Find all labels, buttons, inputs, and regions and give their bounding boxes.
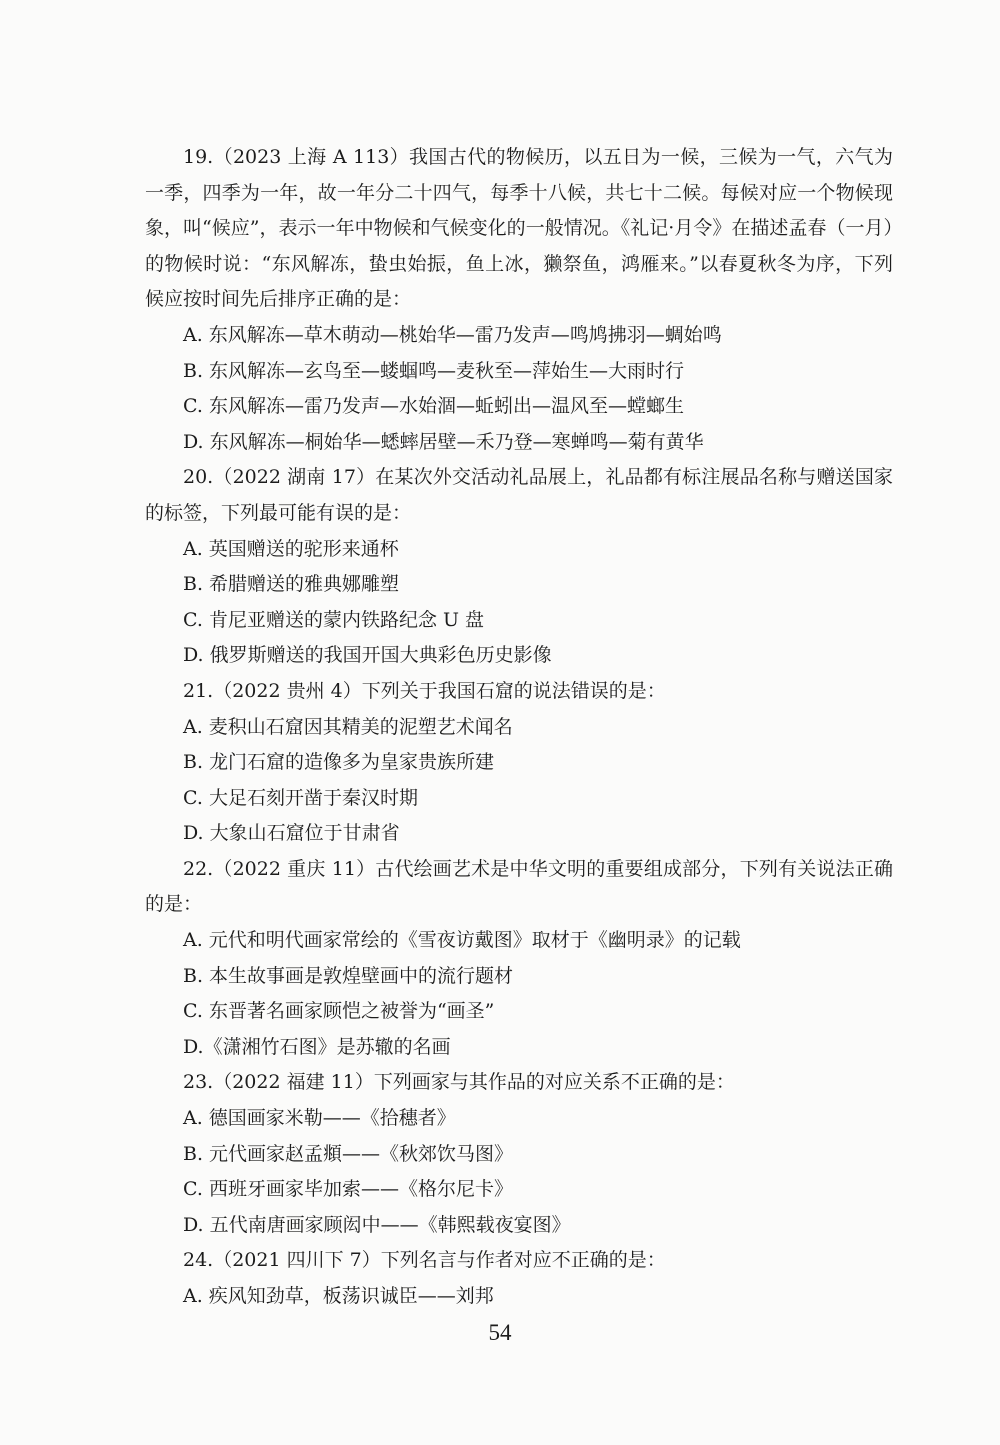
page-number: 54 [488, 1320, 512, 1345]
question-20-option-d: D. 俄罗斯赠送的我国开国大典彩色历史影像 [183, 644, 552, 667]
question-20-option-a: A. 英国赠送的驼形来通杯 [183, 537, 399, 560]
question-19-option-a: A. 东风解冻—草木萌动—桃始华—雷乃发声—鸣鸠拂羽—蜩始鸣 [183, 323, 722, 346]
question-19-option-c: C. 东风解冻—雷乃发声—水始涸—蚯蚓出—温风至—螳螂生 [183, 395, 684, 418]
question-22-option-d: D.《潇湘竹石图》是苏辙的名画 [183, 1035, 451, 1058]
question-23-option-d: D. 五代南唐画家顾闳中——《韩熙载夜宴图》 [183, 1213, 571, 1236]
question-20-option-c: C. 肯尼亚赠送的蒙内铁路纪念 U 盘 [183, 608, 485, 631]
question-20-option-b: B. 希腊赠送的雅典娜雕塑 [183, 573, 400, 596]
question-22-option-b: B. 本生故事画是敦煌壁画中的流行题材 [183, 964, 514, 987]
question-21-option-d: D. 大象山石窟位于甘肃省 [183, 822, 400, 845]
question-23-option-a: A. 德国画家米勒——《拾穗者》 [183, 1107, 456, 1130]
question-20-stem: 20.（2022 湖南 17）在某次外交活动礼品展上，礼品都有标注展品名称与赠送国家的标签，下列最可能有误的是： [145, 466, 893, 524]
document-page [145, 140, 893, 1315]
question-23-stem: 23.（2022 福建 11）下列画家与其作品的对应关系不正确的是： [183, 1071, 735, 1094]
question-21-option-a: A. 麦积山石窟因其精美的泥塑艺术闻名 [183, 715, 513, 738]
question-21-option-c: C. 大足石刻开凿于秦汉时期 [183, 786, 418, 809]
question-19-option-b: B. 东风解冻—玄鸟至—蝼蝈鸣—麦秋至—萍始生—大雨时行 [183, 359, 685, 382]
question-19-stem: 19.（2023 上海 A 113）我国古代的物候历，以五日为一候，三候为一气，六气为一季，四季为一年，故一年分二十四气，每季十八候，共七十二候。每候对应一个物候现象，叫“候应”，表示一年中物候和气候变化的一般情况。《礼记·月令》在描述孟春（一月）的物候时说：“东风解冻，蛰虫始振，鱼上冰，獭祭鱼，鸿雁来。”以春夏秋冬为序，下列候应按时间先后排序正确的是： [145, 146, 893, 311]
question-21-option-b: B. 龙门石窟的造像多为皇家贵族所建 [183, 751, 495, 774]
question-22-option-a: A. 元代和明代画家常绘的《雪夜访戴图》取材于《幽明录》的记载 [183, 929, 741, 952]
question-23-option-b: B. 元代画家赵孟頫——《秋郊饮马图》 [183, 1142, 514, 1165]
question-19-option-d: D. 东风解冻—桐始华—蟋蟀居壁—禾乃登—寒蝉鸣—菊有黄华 [183, 430, 704, 453]
question-24-option-a: A. 疾风知劲草，板荡识诚臣——刘邦 [183, 1285, 494, 1307]
question-22-option-c: C. 东晋著名画家顾恺之被誉为“画圣” [183, 1000, 495, 1023]
question-24-stem: 24.（2021 四川下 7）下列名言与作者对应不正确的是： [183, 1249, 666, 1272]
question-22-stem: 22.（2022 重庆 11）古代绘画艺术是中华文明的重要组成部分，下列有关说法正确的是： [145, 857, 893, 916]
question-23-option-c: C. 西班牙画家毕加索——《格尔尼卡》 [183, 1178, 513, 1201]
question-21-stem: 21.（2022 贵州 4）下列关于我国石窟的说法错误的是： [183, 679, 666, 702]
